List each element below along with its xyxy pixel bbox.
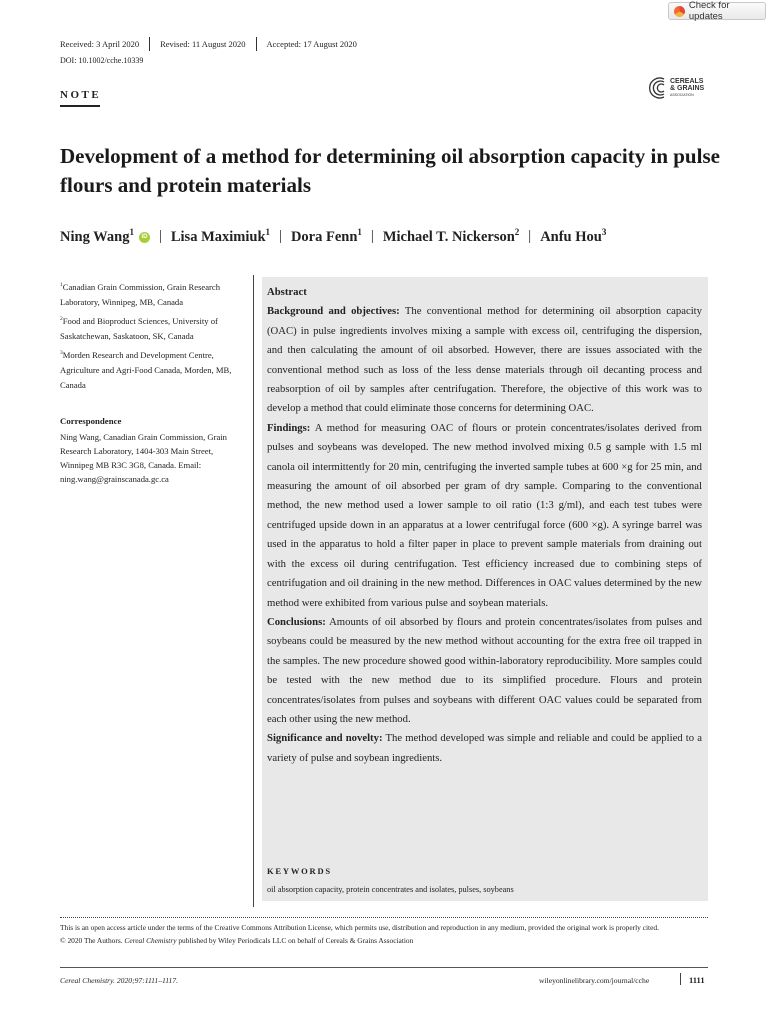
journal-website-link[interactable]: wileyonlinelibrary.com/journal/cche	[539, 976, 650, 985]
author-divider: |	[528, 227, 532, 244]
article-dates	[60, 37, 357, 51]
keywords-list: oil absorption capacity, protein concentrates and isolates, pulses, soybeans	[267, 885, 514, 894]
received-date: Received: 3 April 2020	[60, 39, 140, 49]
author-divider: |	[370, 227, 374, 244]
affiliation: $^2$Food and Bioproduct Sciences, University of Saskatchewan, Saskatoon, SK, Canada	[60, 315, 218, 341]
abstract-section-label: Conclusions:	[267, 615, 326, 628]
check-for-updates-label: Check for updates	[688, 0, 730, 22]
logo-wordmark: CEREALS & GRAINS ASSOCIATION	[670, 77, 705, 97]
keywords-heading: KEYWORDS	[267, 866, 332, 876]
abstract-section-text: Amounts of oil absorbed by flours and protein concentrates/isolates from pulses and soybeans could be measured by the new method without accounting for the extra free oil trapped in the samples. The new procedure showed good within-laboratory reproducibility. More samples could be tested with the new method due to its simplified procedure. Flours and protein concentrates/isolates from pulses and soybeans with different OAC values could be separated from each other using the new method.	[267, 615, 702, 725]
abstract-section	[267, 613, 702, 729]
abstract-section-label: Findings:	[267, 421, 311, 434]
copyright-line: © 2020 The Authors. Cereal Chemistry published by Wiley Periodicals LLC on behalf of Cereals & Grains Association	[60, 935, 414, 945]
author-divider: |	[158, 227, 162, 244]
author[interactable]: Lisa Maximiuk$^1$	[170, 227, 271, 245]
abstract-heading: Abstract	[267, 286, 307, 298]
license-notice	[60, 922, 708, 947]
abstract-section-text: The method developed was simple and reliable and could be applied to a variety of pulse and soybean ingredients.	[267, 732, 702, 764]
affiliations	[60, 278, 245, 395]
orcid-icon[interactable]: iD	[139, 232, 150, 243]
abstract-section	[267, 729, 702, 768]
abstract-section-text: A method for measuring OAC of flours or protein concentrates/isolates derived from pulses and soybeans was developed. The new method involved mixing 0.5 g sample with 1.5 ml canola oil intermittently for 20 min, centrifuging the inverted sample tubes at 600 ×g for 25 min, and measuring the amount of oil absorbed per gram of dry sample. Comparing to the conventional method, the new method used a lower sample to oil ratio (1:3 g/ml), and each test tubes were centrifuged upside down in an apparatus at a lower centrifugal force (600 ×g). A syringe barrel was used in the apparatus to hold a filter paper in place to prevent sample materials from draining out with the excess oil during centrifugation. Test efficiency increased due to combining steps of centrifugation and oil draining in the new method. Differences in OAC values determined by the new method were exhibited from various pulse and soybean materials.	[267, 421, 702, 609]
author[interactable]: Dora Fenn$^1$	[290, 227, 362, 245]
section-label-underline	[60, 105, 100, 107]
journal-citation: Cereal Chemistry. 2020;97:1111–1117.	[60, 976, 178, 985]
abstract-section	[267, 419, 702, 613]
affiliation: $^1$Canadian Grain Commission, Grain Research Laboratory, Winnipeg, MB, Canada	[60, 281, 221, 307]
abstract-section-text: The conventional method for determining oil absorption capacity (OAC) in pulse ingredients involves mixing a sample with excess oil, centrifuging the dispersion, and then calculating the amount of oil absorbed. However, there are issues associated with the conventional method such as loss of the less dense materials through oil decanting process and reabsorption of oil by samples after centrifugation. Therefore, the objective of this work was to develop a method that could eliminate those concerns for determining OAC.	[267, 305, 702, 415]
abstract-section	[267, 302, 702, 418]
column-divider	[253, 275, 254, 907]
abstract-section-label: Significance and novelty:	[267, 732, 383, 745]
license-text: This is an open access article under the terms of the Creative Commons Attribution License, which permits use, distribution and reproduction in any medium, provided the original work is properly cited.	[60, 923, 659, 932]
author[interactable]: Anfu Hou$^3$	[540, 227, 607, 245]
author-list	[60, 227, 740, 246]
footer-divider	[680, 973, 681, 985]
affiliation: $^3$Morden Research and Development Centre, Agriculture and Agri-Food Canada, Morden, MB, Canada	[60, 349, 232, 390]
cereals-grains-logo-icon	[644, 75, 668, 101]
correspondence-body: Ning Wang, Canadian Grain Commission, Grain Research Laboratory, 1404-303 Main Street, Winnipeg MB R3C 3G8, Canada. Email: ning.wang@grainscanada.gc.ca	[60, 432, 227, 484]
author[interactable]: Ning Wang$^1$ iD	[60, 227, 150, 246]
license-divider	[60, 917, 708, 918]
accepted-date: Accepted: 17 August 2020	[266, 39, 357, 49]
section-label: NOTE	[60, 89, 102, 101]
footer-rule	[60, 967, 708, 968]
crossmark-icon	[674, 6, 685, 17]
date-divider	[256, 37, 257, 51]
date-divider	[149, 37, 150, 51]
author-divider: |	[279, 227, 282, 244]
cereals-grains-logo	[644, 75, 710, 101]
page-number: 1111	[689, 975, 705, 985]
doi[interactable]: DOI: 10.1002/cche.10339	[60, 56, 144, 65]
correspondence-heading: Correspondence	[60, 416, 122, 426]
author[interactable]: Michael T. Nickerson$^2$	[382, 227, 520, 245]
abstract-section-label: Background and objectives:	[267, 305, 400, 318]
abstract	[267, 283, 702, 768]
check-for-updates-button[interactable]	[668, 2, 766, 20]
article-title: Development of a method for determining oil absorption capacity in pulse flours and protein materials	[60, 144, 720, 197]
revised-date: Revised: 11 August 2020	[160, 39, 246, 49]
